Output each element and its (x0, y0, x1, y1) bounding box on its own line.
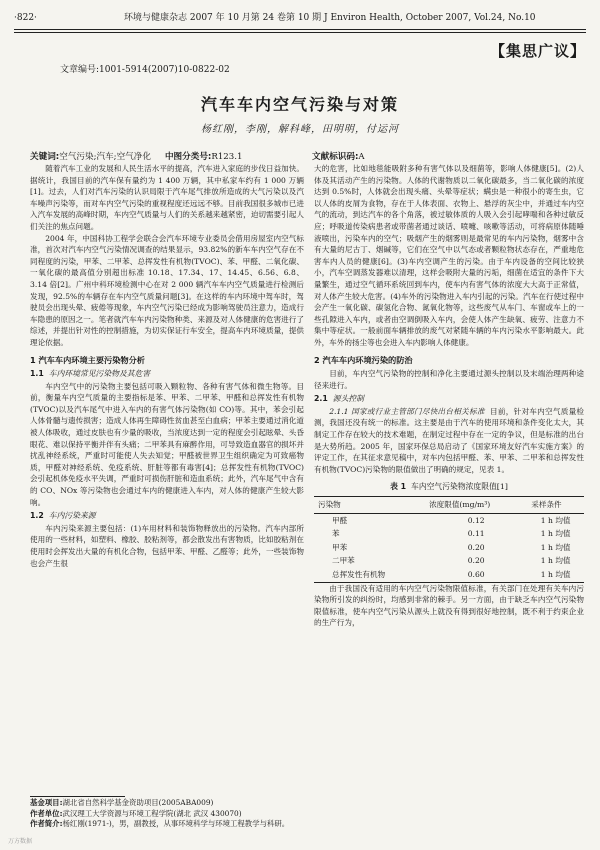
table-1-caption: 车内空气污染物浓度限值[1] (411, 482, 508, 492)
table-cell: 二甲苯 (332, 556, 355, 566)
footnote-unit (30, 809, 590, 820)
article-title: 汽车车内空气污染与对策 (200, 95, 399, 114)
section-2-heading: 2 汽车车内环境污染的防治 (314, 354, 413, 365)
section-2-1-1-label: 2.1.1 国家或行业主管部门尽快出台相关标准 (329, 406, 485, 416)
journal-info: 环境与健康杂志 2007 年 10 月第 24 卷第 10 期 J Environ Health, October 2007, Vol.24, No.10 (124, 13, 536, 23)
footnote-bio-text: 杨红刚(1971-)，男，副教授，从事环境科学与环境工程教学与科研。 (62, 819, 290, 828)
header-rule-thick (14, 29, 586, 30)
table-header-sampling: 采样条件 (527, 497, 584, 514)
footnote-bio (30, 819, 590, 830)
pollutant-limit-table (314, 496, 584, 583)
doc-code-line (312, 150, 582, 162)
section-2-1-1-text: 目前，针对车内空气质量检测，我国还没有统一的标准。这主要是由于汽车的使用环境和条件变化太大，其制定工作存在较大的技术难题，在制定过程中存在一定的争议，但是标准的出台是大势所趋。2005 年，国家环保总局启动了《国家环境友好汽车实施方案》的评定工作，在其征求意见稿中，对车内包括甲醛、苯、甲苯、二甲苯和总挥发性有机物(TVOC)污染物的限值做出了明确的规定，见表 1。 (314, 406, 585, 474)
table-cell: 0.20 (467, 556, 485, 566)
left-column (30, 163, 304, 569)
footnote-fund (30, 798, 590, 809)
table-header-limit: 浓度限值(mg/m³) (425, 497, 527, 514)
section-1-2-heading (30, 510, 304, 522)
section-1-2-paragraph: 车内污染来源主要包括：(1)车用材料和装饰物释放出的污染物。汽车内部所使用的一些材料，如塑料、橡胶、胶粘剂等，都会散发出有害物质，比如胶粘剂在使用时会挥发出大量的有机化合物，包括甲苯、甲醛、乙醛等；此外，一些装饰物也会产生很 (30, 523, 304, 568)
keywords-label: 关键词: (30, 152, 60, 162)
doc-code-label: 文献标识码: (312, 152, 359, 162)
running-header (14, 10, 586, 26)
right-column (314, 163, 584, 629)
section-1-1-paragraph: 车内空气中的污染物主要包括可吸入颗粒物、各种有害气体和微生物等。目前，衡量车内空气质量的主要指标是苯、甲苯、二甲苯、甲醛和总挥发性有机物(TVOC)以及汽车尾气中进入车内的有害气体污染物(如 CO)等。其中，苯会引起人体骨髓与遗传损害；造成人体再生障碍性贫血甚至白血病；甲苯主要通过消化道被人体吸收，通过皮肤也有少量的吸收，当浓度达到一定的程度会引起眩晕、头昏眼花、难以保持平衡并伴有头痛；二甲苯具有麻醉作用，可导致造血器官的损坏并扰乱神经系统，严重时可能使人失去知觉；甲醛被世界卫生组织确定为可致癌物质，甲醛对神经系统、免疫系统、肝脏等都有毒害[4]；总挥发性有机物(TVOC)会引起机体免疫水平失调，严重时可损伤肝脏和造血系统；此外，汽车尾气中含有的 CO、NOx 等污染物也会通过车内的健康进入车内，对人体的健康产生较大影响。 (30, 381, 304, 507)
table-cell: 1 h 均值 (527, 568, 584, 582)
table-cell: 0.11 (467, 529, 485, 539)
after-table-paragraph: 由于我国没有适用的车内空气污染物限值标准，有关部门在处理有关车内污染物所引发的纠纷时，均感到非常的棘手。另一方面，由于缺乏车内空气污染物限值标准，使车内空气污染从源头上就没有得到很好地控制，既不利于约束企业的生产行为， (314, 583, 584, 628)
clc-label: 中图分类号: (164, 152, 212, 162)
keywords-text: 空气污染;汽车;空气净化 (59, 152, 151, 162)
article-number: 文章编号:1001-5914(2007)10-0822-02 (60, 65, 230, 75)
table-header-pollutant: 污染物 (314, 497, 425, 514)
table-row (314, 568, 584, 582)
page-number: ·822· (14, 13, 37, 23)
footnote-bio-label: 作者简介: (30, 819, 63, 828)
clc-value: R123.1 (211, 152, 243, 162)
table-row (314, 527, 584, 541)
section-1-2-number: 1.2 (30, 511, 44, 521)
table-row (314, 554, 584, 568)
table-cell: 总挥发性有机物 (314, 568, 425, 582)
section-1-1-number: 1.1 (30, 369, 44, 379)
intro-paragraph-1: 随着汽车工业的发展和人民生活水平的提高，汽车进入家庭的步伐日益加快。据统计，我国目前的汽车保有量约为 1 400 万辆，其中私家车约有 1 000 万辆[1]。过去，人们对汽车污染的认识局限于汽车尾气排放所造成的大气污染以及汽车噪声污染等，而对车内空气污染的重视程度还远远不够。目前我国很多城市已进入汽车发展的高峰时期，车内空气质量与人们的关系越来越紧密，迫切需要引起人们关注的焦点问题。 (30, 164, 304, 231)
doc-code-value: A (358, 152, 365, 162)
section-2-1-title: 源头控制 (332, 394, 364, 404)
table-cell: 1 h 均值 (540, 556, 571, 566)
footnote-unit-label: 作者单位: (30, 808, 63, 818)
table-cell: 1 h 均值 (540, 515, 571, 525)
section-2-1-1-paragraph (314, 406, 584, 476)
continued-paragraph: 大的危害，比如地毯能吸附多种有害气体以及细菌等，影响人体健康[5]。(2)人体及其活动产生的污染物。人体的代谢物质以二氧化碳最多，当二氧化碳的浓度达到 0.5%时，人体就会出现头痛、头晕等症状；螨虫是一种很小的寄生虫，它以人体的皮屑为食物，存在于人体表面、衣物上、悬浮的灰尘中，并通过车内空气的流动，到达汽车的各个角落，被过敏体质的人吸入会引起哮喘和各种过敏反应；呼吸道传染病患者或带菌者通过谈话、喷嚏、咳嗽等活动，可将病原体随唾液喷出，污染车内的空气；吸烟产生的烟雾则是最常见的车内污染物，烟雾中含有大量的尼古丁、烟碱等，它们在空气中以气态或者颗粒物状态存在，严重地危害车内人员的健康[6]。(3)车内空调产生的污染。由于车内设备的空间比较狭小，汽车空调蒸发器难以清理，这样会吸附大量的污垢，细菌在适宜的条件下大量繁生，通过空气循环系统回到车内，使车内有害气体的浓度大大高于正常值，对人体产生较大危害。(4)车外的污染物进入车内引起的污染。汽车在行使过程中会产生一氧化碳、碳氢化合物、氮氧化物等，这些废气从车门、车窗或车上的一些孔隙进入车内，或者由空调倒吸入车内，会使人体产生缺氧、疲劳、注意力不集中等症状。一般前面车辆排放的废气对紧随车辆的车内污染水平影响最大。此外，车外的扬尘等也会进入车内影响人体健康。 (314, 164, 584, 347)
section-2-paragraph: 目前，车内空气污染物的控制和净化主要通过源头控制以及末端治理两种途径来进行。 (314, 369, 584, 390)
footnote (30, 798, 590, 830)
table-cell: 1 h 均值 (540, 542, 571, 552)
footnote-unit-text: 武汉理工大学资源与环境工程学院(湖北 武汉 430070) (62, 808, 242, 818)
table-cell: 苯 (332, 529, 340, 539)
section-1-heading: 1 汽车车内环境主要污染物分析 (30, 354, 145, 365)
table-row (314, 541, 584, 555)
intro-paragraph-2: 2004 年，中国科协工程学会联合会汽车环境专业委员会借用房屋室内空气标准，首次对汽车内空气污染情况调查的结果显示，93.82%的新车车内空气存在不同程度的污染，甲苯、二甲苯、总挥发性有机物(TVOC)、苯、甲醛、二氧化碳、一氧化碳的最高值分别超出标准 10.18、17.34、17、14.45、6.56、6.8、3.14 倍[2]。广州中科环境检测中心在对 2 000 辆汽车车内空气质量进行检测后发现，92.5%的车辆存在车内空气质量问题[3]。在这样的车内环境中驾车时，驾驶员会出现头晕、疲倦等现象，车内空气污染已经成为影响驾驶员注意力，造成行车隐患的原因之一。笔者就汽车车内污染物种类、来源及对人体健康的危害进行了综述，并提出针对性的控制措施，为切实保证行车安全，提高车内环境质量，提供理论依据。 (30, 233, 304, 347)
table-cell: 甲醛 (332, 515, 348, 525)
footnote-fund-label: 基金项目: (30, 798, 63, 807)
table-cell: 0.60 (425, 568, 527, 582)
footnote-fund-text: 湖北省自然科学基金资助项目(2005ABA009) (62, 798, 214, 807)
keywords-line (30, 150, 300, 162)
table-1-number: 表 1 (390, 482, 407, 492)
table-cell: 1 h 均值 (540, 529, 571, 539)
column-tag: 【集思广议】 (489, 42, 586, 60)
table-cell: 0.12 (467, 515, 485, 525)
watermark: 万方数据 (8, 838, 33, 845)
section-1-1-title: 车内环境常见污染物及其危害 (48, 369, 151, 379)
section-2-1-number: 2.1 (314, 394, 328, 404)
table-1-title (314, 481, 584, 493)
section-2-1-heading (314, 393, 584, 405)
table-cell: 0.20 (467, 542, 485, 552)
table-header-row (314, 497, 584, 514)
section-1-1-heading (30, 368, 304, 380)
table-row (314, 513, 584, 527)
table-cell: 甲苯 (332, 542, 348, 552)
authors: 杨红刚，李刚，解科峰，田明明，付运河 (201, 124, 399, 135)
footnote-rule (30, 796, 125, 797)
section-1-2-title: 车内污染来源 (48, 511, 96, 521)
header-rule-thin (14, 32, 586, 33)
